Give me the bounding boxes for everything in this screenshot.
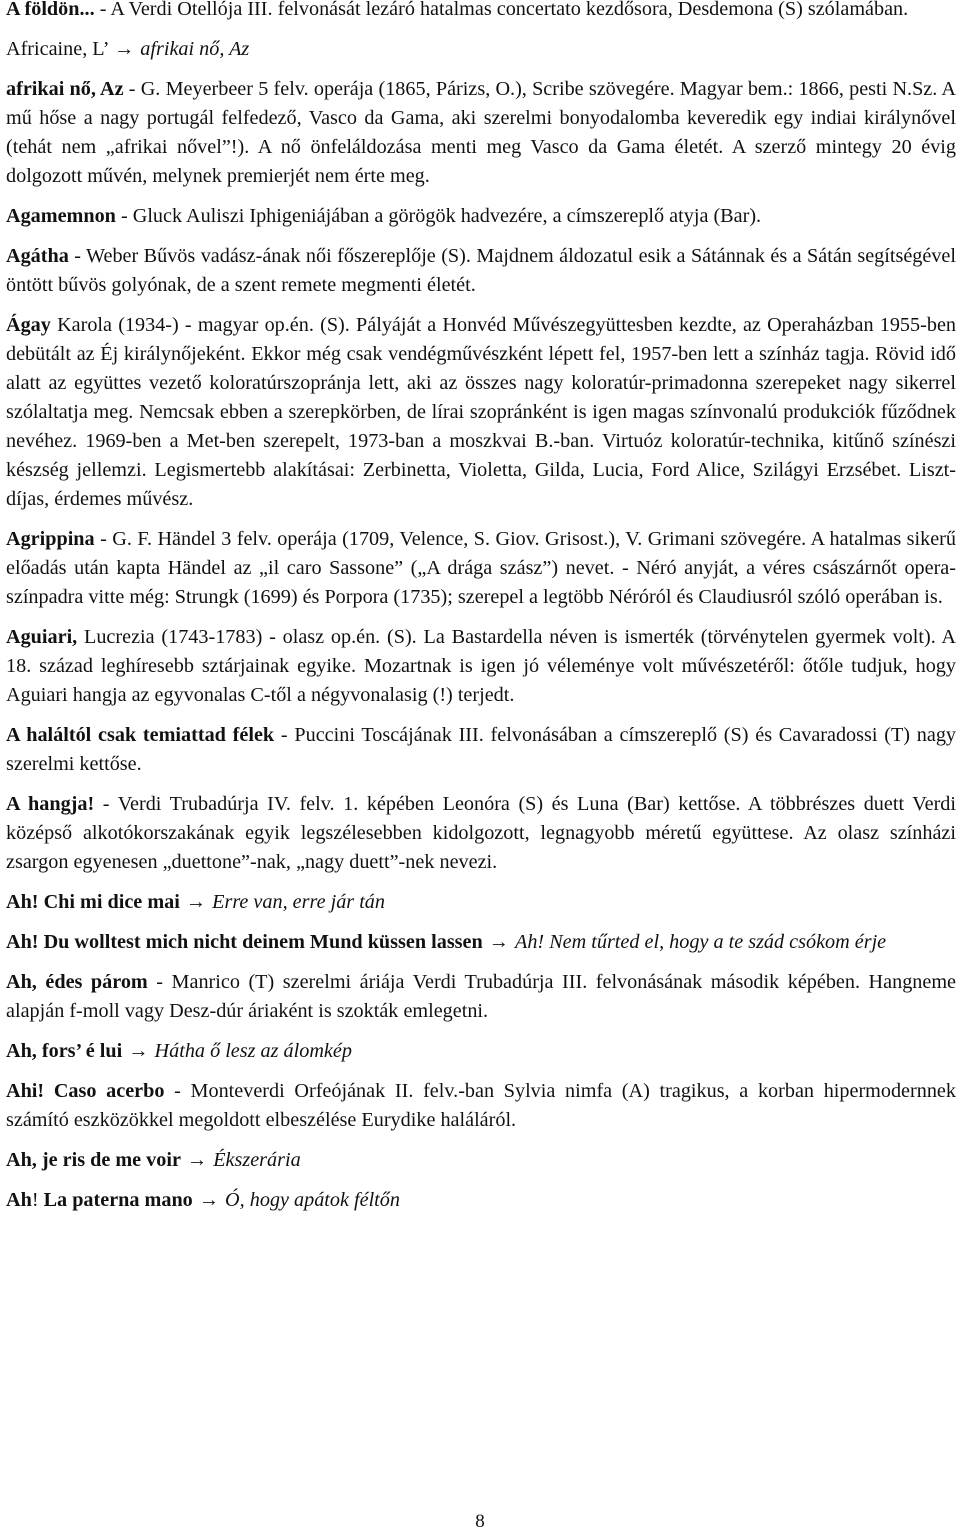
entry-headword: Ah, fors’ é lui (6, 1040, 123, 1062)
entry-text: Karola (1934-) - magyar op.én. (S). Pályáját a Honvéd Művészegyüttesben kezdte, az Operaházban 1955-ben debütált az Éj királynőjeként. Ekkor még csak vendégművészként lépett fel, 1957-ben lett a színház tagja. Rövid idő alatt az együttes vezető koloratúrszopránja lett, aki az összes nagy koloratúr-primadonna szerepeket nagy sikerrel szólaltatja meg. Nemcsak ebben a szerepkörben, de lírai szopránként is igen magas színvonalú produkciók fűződnek nevéhez. 1969-ben a Met-ben szerepelt, 1973-ban a moszkvai B.-ban. Virtuóz koloratúr-technika, kitűnő színészi készség jellemzi. Legismertebb alakításai: Zerbinetta, Violetta, Gilda, Lucia, Ford Alice, Szilágyi Erzsébet. Liszt-díjas, érdemes művész. (6, 314, 956, 510)
see-arrow-icon: → (128, 1040, 149, 1062)
cross-reference: Ékszerária (213, 1149, 301, 1171)
entry-ah-fors-e-lui (6, 1037, 956, 1066)
entry-headword-part: Ah (6, 1189, 32, 1211)
entry-ah-je-ris (6, 1146, 956, 1175)
entry-a-hangja (6, 790, 956, 877)
document-page (6, 0, 956, 1537)
see-arrow-icon: → (488, 931, 509, 953)
entry-aguiari (6, 623, 956, 710)
entry-headword: Africaine, L’ (6, 38, 109, 60)
entry-headword: La paterna mano (43, 1189, 193, 1211)
entry-text: - G. Meyerbeer 5 felv. operája (1865, Párizs, O.), Scribe szövegére. Magyar bem.: 1866, pesti N.Sz. A mű hőse a nagy portugál felfedező, Vasco da Gama, aki szerelmi bonyodalomba keveredik egy indiai királynővel (tehát nem „afrikai nővel”!). A nő önfeláldozása menti meg Vasco da Gama életét. A szerző mintegy 20 évig dolgozott művén, melynek premierjét nem érte meg. (6, 78, 957, 187)
entry-headword: A hangja! (6, 793, 95, 815)
see-arrow-icon: → (186, 1149, 208, 1171)
entry-headword: Ahi! Caso acerbo (6, 1080, 165, 1102)
entry-ah-chi-mi-dice (6, 888, 956, 917)
entry-text: - Puccini Toscájának III. felvonásában a címszereplő (S) és Cavaradossi (T) nagy szerelmi kettőse. (6, 724, 957, 775)
cross-reference: Hátha ő lesz az álomkép (154, 1040, 352, 1062)
cross-reference: Erre van, erre jár tán (212, 891, 385, 913)
see-arrow-icon: → (114, 38, 135, 60)
entry-text: Lucrezia (1743-1783) - olasz op.én. (S). La Bastardella néven is ismerték (törvénytelen gyermek volt). A 18. század leghíresebb sztárjainak egyike. Mozartnak is igen jó véleménye volt művészetéről: őtőle tudjuk, hogy Aguiari hangja az egyvonalas C-től a négyvonalasig (!) terjedt. (6, 626, 956, 706)
see-arrow-icon: → (198, 1189, 219, 1211)
entry-agay (6, 311, 956, 514)
entry-text: - Gluck Auliszi Iphigeniájában a görögök hadvezére, a címszereplő atyja (Bar). (115, 205, 762, 227)
entry-agatha (6, 242, 956, 300)
page-number: 8 (475, 1511, 485, 1532)
entry-text: - Weber Bűvös vadász-ának női főszereplője (S). Majdnem áldozatul esik a Sátánnak és a Sátán segítségével öntött bűvös golyónak, de a szent remete megmenti életét. (6, 245, 956, 296)
cross-reference: Ó, hogy apátok féltőn (225, 1189, 400, 1211)
entry-headword: Aguiari, (6, 626, 78, 648)
entry-text: - G. F. Händel 3 felv. operája (1709, Velence, S. Giov. Grisost.), V. Grimani szövegére. A hatalmas sikerű előadás után kapta Händel az „il caro Sassone” („A drága szász”) nevet. - Néró anyját, a véres császárnőt opera-színpadra vitte még: Strungk (1699) és Porpora (1735); szerepel a legtöbb Néróról és Claudiusról szóló operában is. (6, 528, 956, 608)
entry-headword: Agamemnon (6, 205, 116, 227)
entry-headword: A földön... (6, 0, 95, 20)
cross-reference: afrikai nő, Az (140, 38, 250, 60)
entry-agamemnon (6, 202, 956, 231)
entry-headword: A haláltól csak temiattad félek (6, 724, 275, 746)
entry-ahi-caso-acerbo (6, 1077, 956, 1135)
entry-headword: Ágay (6, 314, 51, 336)
entry-headword: afrikai nő, Az (6, 78, 124, 100)
entry-headword: Ah, édes párom (6, 971, 148, 993)
entry-ah-edes-parom (6, 968, 956, 1026)
entry-a-foldon (6, 0, 956, 24)
entry-headword: Ah! Chi mi dice mai (6, 891, 180, 913)
entry-ah-du-wolltest (6, 928, 956, 957)
entry-afrikai-no (6, 75, 956, 191)
entry-africaine (6, 35, 956, 64)
see-arrow-icon: → (185, 891, 207, 913)
entry-la-paterna-mano (6, 1186, 956, 1215)
entry-text: - A Verdi Otellója III. felvonását lezáró hatalmas concertato kezdősora, Desdemona (S) szólamában. (94, 0, 909, 20)
entry-text: - Monteverdi Orfeójának II. felv.-ban Sylvia nimfa (A) tragikus, a korban hipermodernnek számító eszközökkel megoldott elbeszélése Eurydike haláláról. (6, 1080, 956, 1131)
cross-reference: Ah! Nem tűrted el, hogy a te szád csókom érje (515, 931, 887, 953)
entry-a-haltol (6, 721, 956, 779)
entry-text: - Verdi Trubadúrja IV. felv. 1. képében Leonóra (S) és Luna (Bar) kettőse. A többrészes duett Verdi középső alkotókorszakának egyik legszélesebben kidolgozott, legnagyobb méretű együttese. Az olasz színházi zsargon egyenesen „duettone”-nak, „nagy duett”-nek nevezi. (6, 793, 956, 873)
entry-headword-separator: ! (31, 1189, 44, 1211)
entry-headword: Agrippina (6, 528, 95, 550)
entry-headword: Ah! Du wolltest mich nicht deinem Mund küssen lassen (6, 931, 483, 953)
entry-text: - Manrico (T) szerelmi áriája Verdi Trubadúrja III. felvonásának második képében. Hangneme alapján f-moll vagy Desz-dúr áriaként is szokták emlegetni. (6, 971, 957, 1022)
entry-headword: Ah, je ris de me voir (6, 1149, 181, 1171)
entry-headword: Agátha (6, 245, 69, 267)
entry-agrippina (6, 525, 956, 612)
